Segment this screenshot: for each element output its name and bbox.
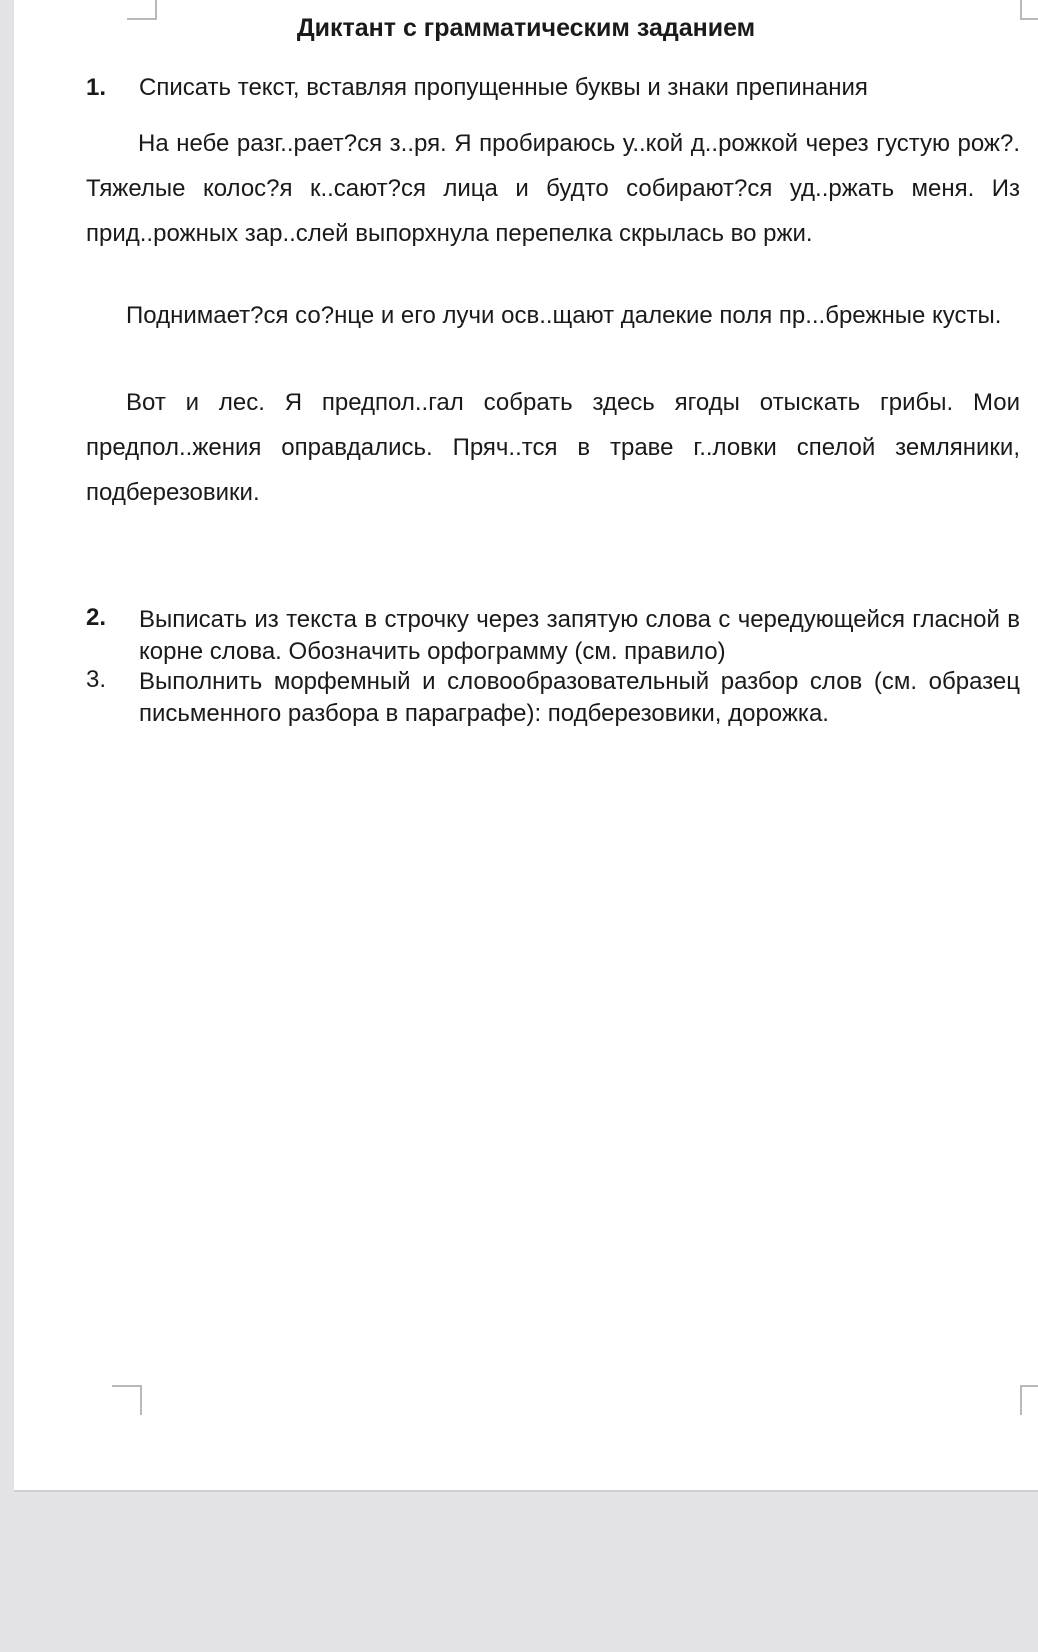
dictation-paragraph-1: На небе разг..рает?ся з..ря. Я пробираюсь у..кой д..рожкой через густую рож?. Тяжелые колос?я к..сают?ся лица и будто собирают?ся уд..ржать меня. Из прид..рожных зар..слей выпорхнула перепелка скрылась во ржи.	[86, 130, 1020, 247]
task-3-number: 3.	[86, 666, 107, 693]
task-2-number: 2.	[86, 604, 107, 631]
document-title: Диктант с грамматическим заданием	[296, 14, 756, 42]
dictation-paragraph-2: Поднимает?ся со?нце и его лучи осв..щают далекие поля пр...брежные кусты.	[126, 302, 1002, 329]
dictation-paragraph-3: Вот и лес. Я предпол..гал собрать здесь ягоды отыскать грибы. Мои предпол..жения оправдались. Пряч..тся в траве г..ловки спелой земляники, подберезовики.	[86, 389, 1020, 506]
task-2-text: Выписать из текста в строчку через запятую слова с чередующейся гласной в корне слова. Обозначить орфограмму (см. правило)	[139, 606, 1020, 665]
task-3-text: Выполнить морфемный и словообразовательный разбор слов (см. образец письменного разбора в параграфе): подберезовики, дорожка.	[139, 668, 1020, 727]
page-corner-mark	[1020, 1385, 1038, 1415]
task-1-number: 1.	[86, 74, 107, 101]
task-1-text: Списать текст, вставляя пропущенные буквы и знаки препинания	[139, 74, 868, 101]
page-corner-mark	[112, 1385, 142, 1415]
